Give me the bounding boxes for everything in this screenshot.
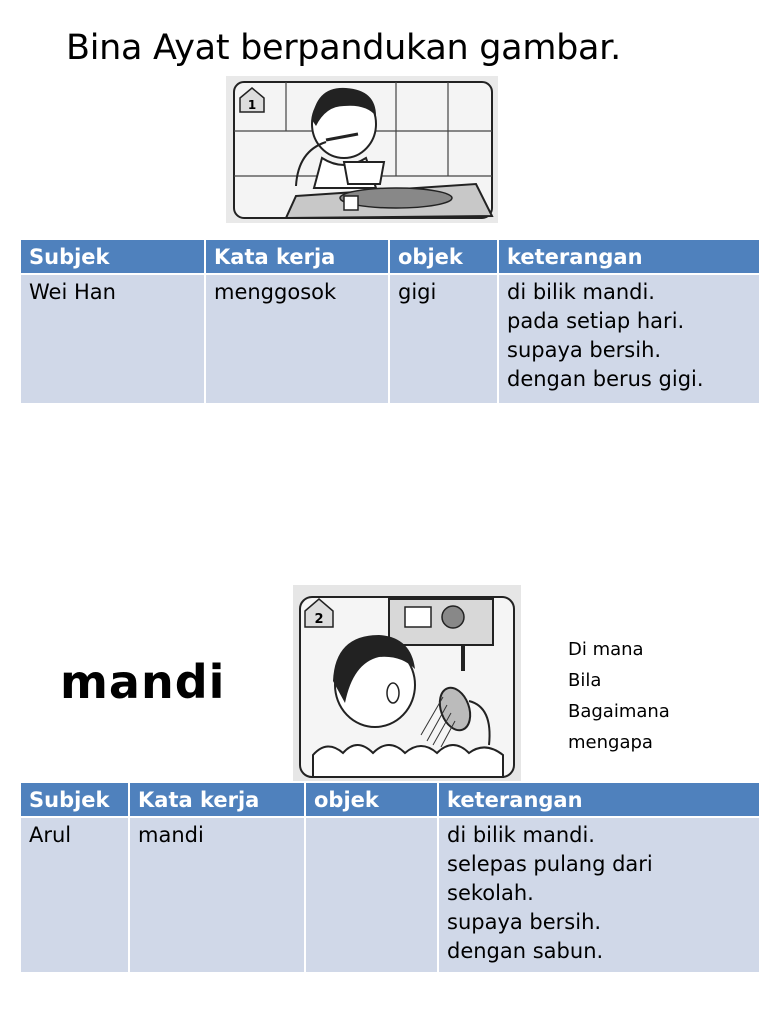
picture-number-2: 2	[314, 612, 324, 627]
question-words	[568, 634, 670, 758]
cell-kata-kerja: menggosok	[205, 274, 389, 403]
picture-number-1: 1	[247, 98, 257, 112]
sentence-table-1	[21, 240, 759, 403]
cell-keterangan	[498, 274, 759, 403]
keterangan-line: pada setiap hari.	[507, 309, 685, 333]
showering-illustration	[293, 585, 521, 781]
cell-objek	[305, 817, 438, 972]
keterangan-line: dengan sabun.	[447, 939, 604, 963]
keterangan-line: supaya bersih.	[447, 910, 602, 934]
header-kata-kerja: Kata kerja	[205, 240, 389, 274]
keterangan-line: di bilik mandi.	[447, 823, 595, 847]
cell-subjek: Arul	[21, 817, 129, 972]
header-keterangan: keterangan	[438, 783, 759, 817]
table-header-row	[21, 783, 759, 817]
sentence-table-2	[21, 783, 759, 972]
question-word: Bila	[568, 670, 602, 691]
table-row	[21, 817, 759, 972]
keterangan-line: di bilik mandi.	[507, 280, 655, 304]
keyword-mandi: mandi	[60, 655, 226, 709]
keterangan-line: sekolah.	[447, 881, 534, 905]
header-keterangan: keterangan	[498, 240, 759, 274]
question-word: Bagaimana	[568, 701, 670, 722]
cell-objek: gigi	[389, 274, 498, 403]
keterangan-line: selepas pulang dari	[447, 852, 653, 876]
cell-keterangan	[438, 817, 759, 972]
page-title: Bina Ayat berpandukan gambar.	[66, 28, 621, 68]
keterangan-line: dengan berus gigi.	[507, 367, 704, 391]
keterangan-line: supaya bersih.	[507, 338, 662, 362]
brushing-teeth-illustration	[226, 76, 498, 223]
cell-subjek: Wei Han	[21, 274, 205, 403]
cell-kata-kerja: mandi	[129, 817, 305, 972]
header-subjek: Subjek	[21, 240, 205, 274]
header-objek: objek	[389, 240, 498, 274]
question-word: Di mana	[568, 639, 644, 660]
table-header-row	[21, 240, 759, 274]
table-row	[21, 274, 759, 403]
header-objek: objek	[305, 783, 438, 817]
header-subjek: Subjek	[21, 783, 129, 817]
question-word: mengapa	[568, 732, 653, 753]
header-kata-kerja: Kata kerja	[129, 783, 305, 817]
